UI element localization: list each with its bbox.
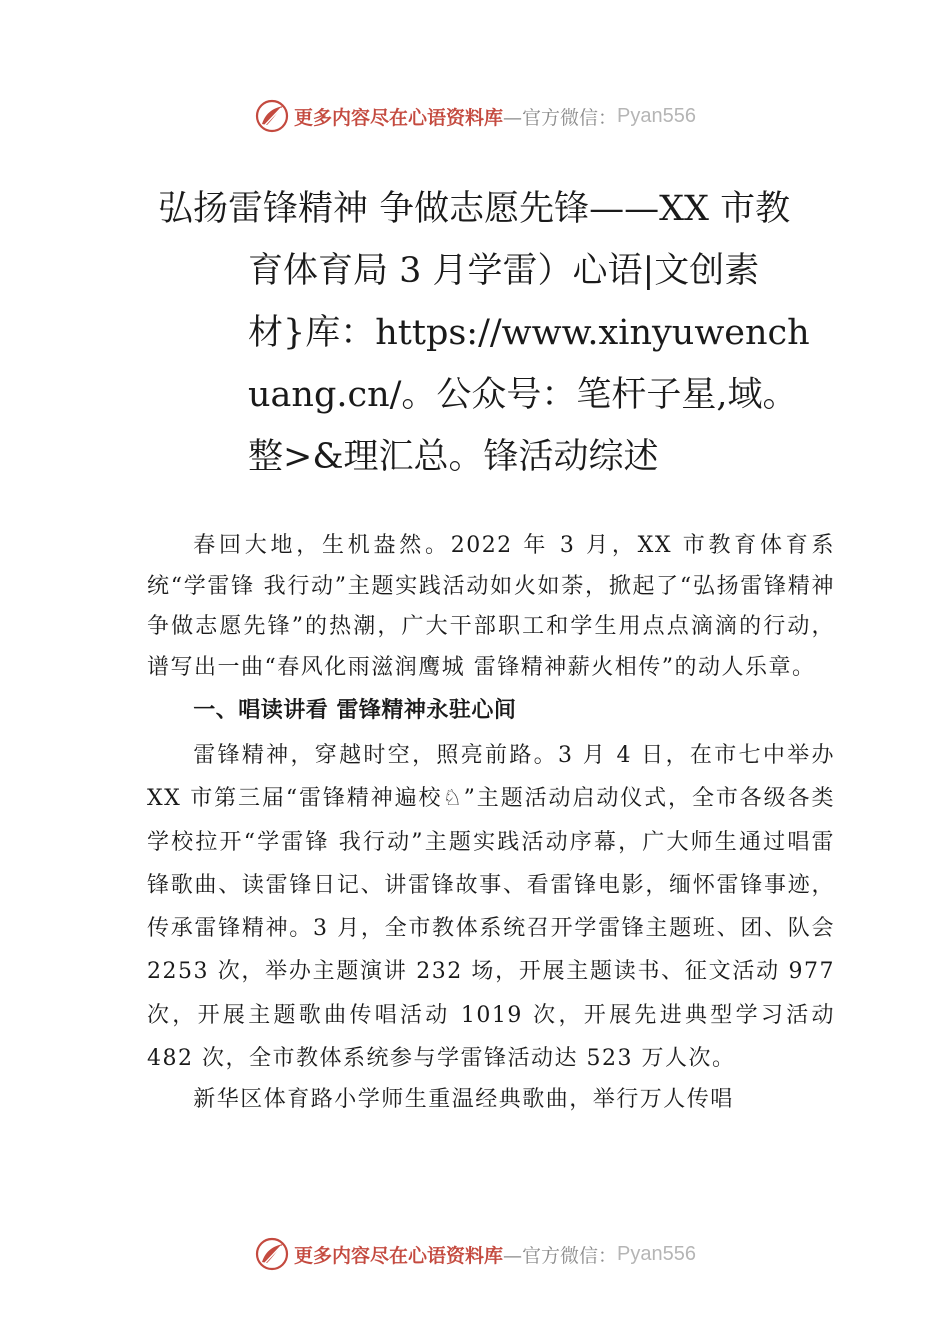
watermark-brand: 更多内容尽在心语资料库 xyxy=(294,1244,504,1267)
document-body xyxy=(147,526,835,1121)
body-paragraph-2: 雷锋精神，穿越时空，照亮前路。3 月 4 日，在市七中举办 XX 市第三届“雷锋精神遍校♘”主题活动启动仪式，全市各级各类学校拉开“学雷锋 我行动”主题实践活动序幕，广大师生通过唱雷锋歌曲、读雷锋日记、讲雷锋故事、看雷锋电影，缅怀雷锋事迹，传承雷锋精神。3 月，全市教体系统召开学雷锋主题班、团、队会 2253 次，举办主题演讲 232 场，开展主题读书、征文活动 977 次，开展主题歌曲传唱活动 1019 次，开展先进典型学习活动 482 次，全市教体系统参与学雷锋活动达 523 万人次。 xyxy=(147,743,835,1072)
watermark-banner-bottom xyxy=(0,1234,950,1274)
title-line-1: 弘扬雷锋精神 争做志愿先锋——XX 市教 xyxy=(158,189,791,229)
brand-logo-icon xyxy=(254,98,290,134)
watermark-handle: Pyan556 xyxy=(617,1242,696,1265)
document-title xyxy=(150,178,810,488)
watermark-brand: 更多内容尽在心语资料库 xyxy=(294,106,504,129)
brand-logo-icon xyxy=(254,1236,290,1272)
intro-paragraph: 春回大地，生机盎然。2022 年 3 月，XX 市教育体育系统“学雷锋 我行动”主题实践活动如火如荼，掀起了“弘扬雷锋精神 争做志愿先锋”的热潮，广大干部职工和学生用点点滴滴的行动，谱写出一曲“春风化雨滋润鹰城 雷锋精神薪火相传”的动人乐章。 xyxy=(147,533,835,680)
section-heading-1: 一、唱读讲看 雷锋精神永驻心间 xyxy=(193,698,517,723)
body-paragraph-3: 新华区体育路小学师生重温经典歌曲，举行万人传唱 xyxy=(193,1087,734,1113)
watermark-banner-top xyxy=(0,96,950,136)
watermark-contact: —官方微信： xyxy=(503,106,618,129)
watermark-handle: Pyan556 xyxy=(617,104,696,127)
watermark-contact: —官方微信： xyxy=(503,1244,618,1267)
title-continuation: 育体育局 3 月学雷）心语|文创素材}库：https://www.xinyuwenchuang.cn/。公众号：笔杆子星,域。整>&理汇总。锋活动综述 xyxy=(248,251,810,477)
